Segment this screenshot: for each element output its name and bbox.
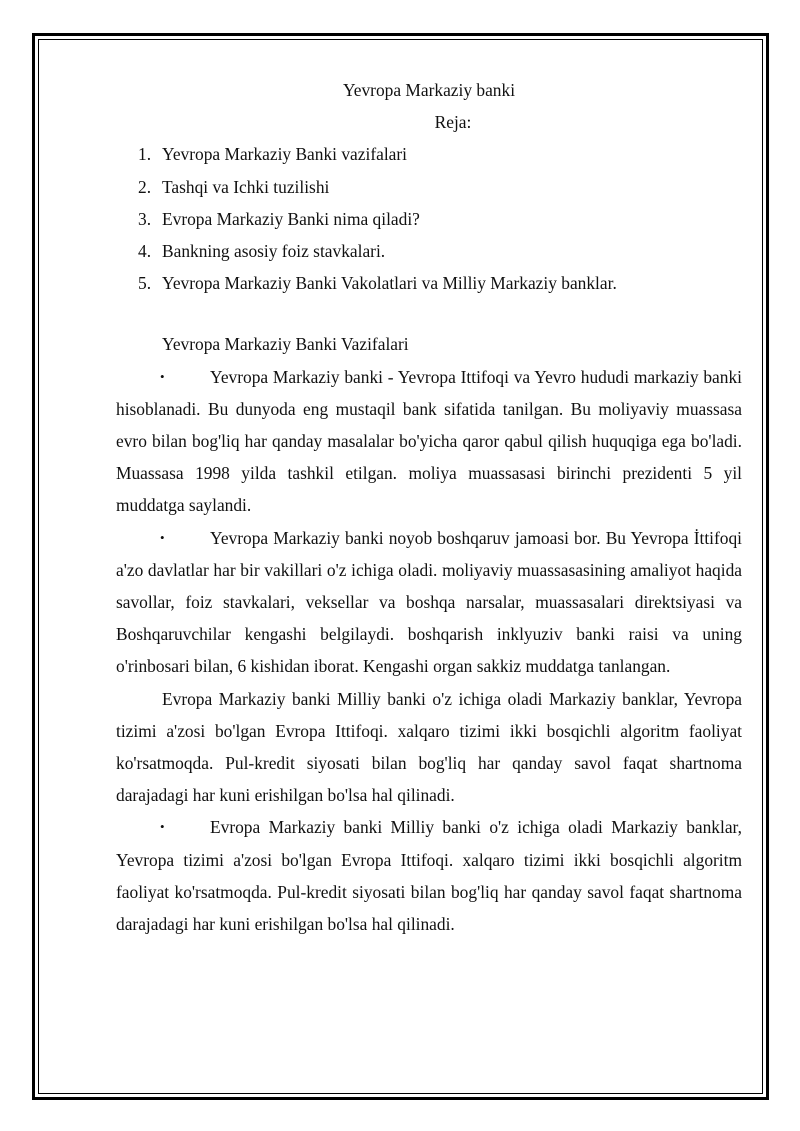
section-heading: Yevropa Markaziy Banki Vazifalari — [162, 334, 409, 355]
plan-item — [116, 138, 742, 170]
document-body — [116, 74, 742, 940]
paragraph-text: Yevropa Markaziy banki noyob boshqaruv jamoasi bor. Bu Yevropa İttifoqi a'zo davlatlar har bir vakillari o'z ichiga oladi. moliyaviy muassasasining amaliyot haqida savollar, foiz stavkalari, veksellar va boshqa narsalar, muassasalari direktsiyasi va Boshqaruvchilar kengashi belgilaydi. boshqarish inklyuziv banki raisi va uning o'rinbosari bilan, 6 kishidan iborat. Kengashi organ sakkiz muddatga tanlangan. — [116, 527, 742, 677]
plan-item-text: Evropa Markaziy Banki nima qiladi? — [162, 208, 420, 229]
spacer — [116, 299, 742, 328]
bullet-icon: • — [160, 529, 165, 545]
plan-item-text: Yevropa Markaziy Banki vazifalari — [162, 144, 407, 165]
bullet-icon: • — [160, 819, 165, 835]
bullet-paragraph — [116, 361, 742, 522]
paragraph-text: Yevropa Markaziy banki - Yevropa Ittifoqi va Yevro hududi markaziy banki hisoblanadi. Bu dunyoda eng mustaqil bank sifatida tanilgan. Bu moliyaviy muassasa evro bilan bog'liq har qanday masalalar bo'yicha qaror qabul qilish huquqiga ega bo'ladi. Muassasa 1998 yilda tashkil etilgan. moliya muassasasi birinchi prezidenti 5 yil muddatga saylandi. — [116, 366, 742, 516]
bullet-paragraph — [116, 522, 742, 683]
plan-item-number: 5. — [138, 273, 152, 294]
plan-item-number: 4. — [138, 241, 152, 262]
plan-item-number: 1. — [138, 144, 152, 165]
plan-item-number: 2. — [138, 176, 152, 197]
plan-item — [116, 235, 742, 267]
plan-item — [116, 203, 742, 235]
plan-item-number: 3. — [138, 208, 152, 229]
plan-item-text: Yevropa Markaziy Banki Vakolatlari va Milliy Markaziy banklar. — [162, 273, 617, 294]
plan-heading: Reja: — [434, 112, 472, 133]
bullet-paragraph — [116, 811, 742, 940]
paragraph — [116, 683, 742, 812]
plan-list — [116, 138, 742, 299]
document-title: Yevropa Markaziy banki — [342, 80, 516, 100]
plan-item-text: Bankning asosiy foiz stavkalari. — [162, 241, 386, 262]
bullet-icon: • — [160, 368, 165, 384]
plan-item — [116, 171, 742, 203]
paragraph-text: Evropa Markaziy banki Milliy banki o'z ichiga oladi Markaziy banklar, Yevropa tizimi a'zosi bo'lgan Evropa Ittifoqi. xalqaro tizimi ikki bosqichli algoritm faoliyat ko'rsatmoqda. Pul-kredit siyosati bilan bog'liq har qanday savol faqat shartnoma darajadagi har kuni erishilgan bo'lsa hal qilinadi. — [116, 688, 742, 806]
plan-item-text: Tashqi va Ichki tuzilishi — [162, 176, 330, 197]
paragraph-text: Evropa Markaziy banki Milliy banki o'z ichiga oladi Markaziy banklar, Yevropa tizimi a'zosi bo'lgan Evropa Ittifoqi. xalqaro tizimi ikki bosqichli algoritm faoliyat ko'rsatmoqda. Pul-kredit siyosati bilan bog'liq har qanday savol faqat shartnoma darajadagi har kuni erishilgan bo'lsa hal qilinadi. — [116, 817, 742, 935]
plan-item — [116, 267, 742, 299]
